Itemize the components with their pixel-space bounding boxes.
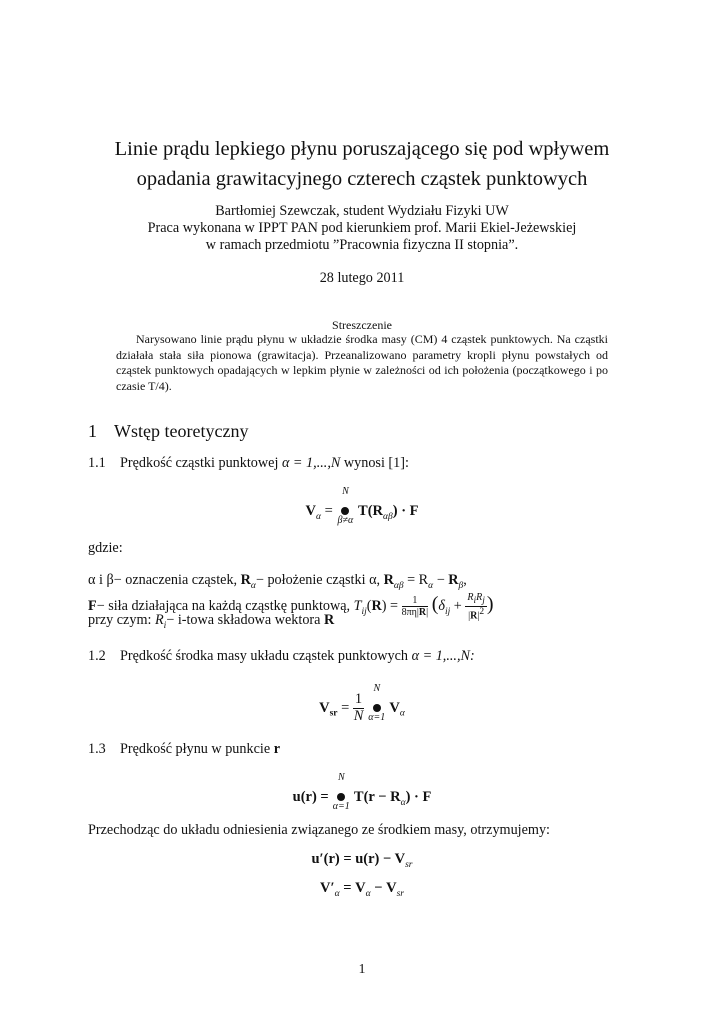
- paper-title: [0, 134, 724, 194]
- def-text: = R: [407, 572, 429, 588]
- title-line-1: Linie prądu lepkiego płynu poruszającego się pod wpływem: [114, 138, 610, 160]
- abstract-text: Narysowano linie prądu płynu w układzie środka masy (CM) 4 cząstek punktowych. Na cząstki działała stała siła pionowa (grawitacja). Przeanalizowano parametry kropli płynu powstałych od cząstek punktowych opadających w lepkim płynie w zależności od ich położenia (początkowego i po czasie T/4).: [116, 332, 608, 393]
- eq-term: V: [389, 699, 400, 716]
- subsection-point: r: [273, 741, 280, 757]
- sum-lower: β≠α: [337, 515, 354, 527]
- subsection-text: Prędkość środka masy układu cząstek punktowych: [120, 648, 409, 664]
- page-number: 1: [358, 962, 366, 977]
- subsection-text-after: wynosi [1]:: [343, 455, 409, 471]
- def-text: − położenie cząstki α,: [255, 572, 381, 588]
- author-line-1: Bartłomiej Szewczak, student Wydziału Fizyki UW: [215, 203, 509, 219]
- eq-tail: ) · F: [392, 503, 419, 519]
- transition-text: Przechodząc do układu odniesienia związanego ze środkiem masy, otrzymujemy:: [88, 822, 550, 838]
- sum-upper: N: [342, 486, 349, 498]
- def-text: przy czym:: [88, 612, 152, 628]
- author-block: [0, 203, 724, 254]
- def-text: α i β− oznaczenia cząstek,: [88, 572, 238, 588]
- equation-center-of-mass: $V_{sr}$ = $\frac{1}{N}$ N α=1 $V_\alpha$: [319, 682, 405, 724]
- eq-tail: ) · F: [405, 789, 432, 805]
- equation-cm-frame-velocity: [0, 851, 724, 870]
- subsection-number: 1.2: [88, 648, 106, 664]
- subsection-math: α = 1,...,N: [281, 455, 341, 471]
- sum-upper: N: [373, 682, 381, 694]
- section-heading: [88, 421, 248, 442]
- abstract-heading: Streszczenie: [332, 318, 392, 332]
- equation-particle-velocity: $V_\alpha$ = N β≠α $T(R_{\alpha\beta}) \cdot F$: [305, 486, 419, 527]
- section-title: Wstęp teoretyczny: [114, 421, 249, 441]
- eq-fraction: $\frac{1}{N}$: [353, 691, 364, 724]
- equation-cm-frame-particle: $V'_\alpha = V_\alpha - V_{sr}$: [320, 880, 404, 899]
- sum-upper: N: [337, 772, 345, 784]
- eq-term: T(R: [358, 503, 384, 519]
- eq-lhs: V′: [320, 880, 335, 896]
- eq-term-sub: α: [399, 708, 405, 719]
- definition-line-2: F− siła działająca na każdą cząstkę punktową, $T_{ij}(R)$ = $\frac{1}{8\pi\eta|R|}$ ($\delta_{ij}$ + $\frac{R_iR_j}{|R|^2}$ ): [88, 592, 494, 622]
- eq-lhs: V: [305, 503, 316, 519]
- def-text: − i-towa składowa wektora: [166, 612, 321, 628]
- subsection-number: 1.3: [88, 741, 106, 757]
- definition-line-1: α i β− oznaczenia cząstek, $R_\alpha-$ położenie cząstki α, $R_{\alpha\beta} = R_\alpha - R_\beta$,: [88, 572, 467, 591]
- subsection-number: 1.1: [88, 455, 106, 471]
- eq-lhs-sub: α: [315, 511, 321, 522]
- sum-lower: α=1: [332, 801, 350, 813]
- sum-symbol: [332, 772, 350, 813]
- subsection-text: Prędkość płynu w punkcie: [120, 741, 271, 757]
- eq-term-sub: αβ: [383, 511, 393, 522]
- subsection-1-2: [88, 648, 475, 665]
- gdzie-label: gdzie:: [88, 540, 123, 556]
- sum-symbol: [368, 682, 386, 723]
- subsection-1-3: [88, 741, 280, 758]
- sum-symbol: [336, 486, 354, 527]
- eq-term: T(r − R: [353, 789, 401, 805]
- subsection-text: Prędkość cząstki punktowej: [120, 455, 279, 471]
- eq-text: u′(r) = u(r) − V: [311, 851, 406, 867]
- author-line-3: w ramach przedmiotu ”Pracownia fizyczna II stopnia”.: [205, 237, 519, 253]
- author-line-2: Praca wykonana w IPPT PAN pod kierunkiem prof. Marii Ekiel-Jeżewskiej: [147, 220, 577, 236]
- subsection-math: α = 1,...,N:: [411, 648, 475, 664]
- paper-date: 28 lutego 2011: [319, 270, 405, 286]
- eq-term-sub: α: [400, 797, 406, 808]
- title-line-2: opadania grawitacyjnego czterech cząstek punktowych: [136, 168, 588, 190]
- equation-fluid-velocity: [0, 772, 724, 813]
- eq-lhs-sub: sr: [329, 708, 338, 719]
- subsection-1-1: [88, 455, 409, 472]
- section-number: 1: [88, 421, 97, 441]
- sum-lower: α=1: [368, 711, 386, 723]
- eq-sub: sr: [405, 859, 413, 870]
- definition-line-3: przy czym: $R_i-$ i-towa składowa wektora R: [88, 612, 335, 631]
- eq-lhs: V: [319, 699, 330, 716]
- eq-lhs: u(r) =: [292, 789, 329, 805]
- def-text: − siła działająca na każdą cząstkę punktową,: [96, 598, 351, 615]
- abstract-body: [116, 332, 608, 394]
